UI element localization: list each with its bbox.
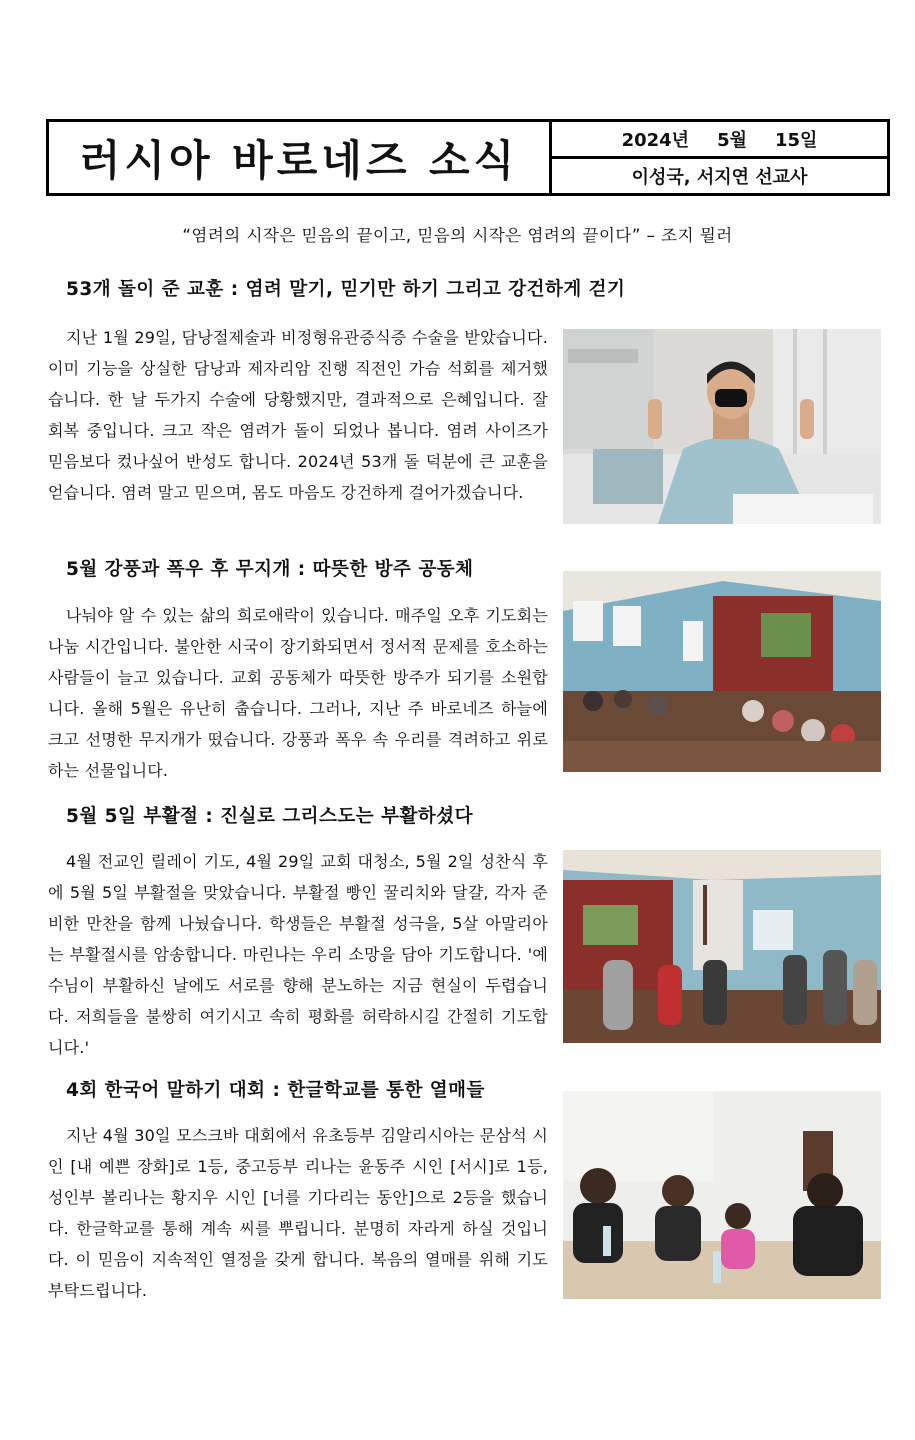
section-title: 53개 돌이 준 교훈 : 염려 말기, 믿기만 하기 그리고 강건하게 걷기: [66, 279, 626, 300]
section-paragraph: 지난 1월 29일, 담낭절제술과 비정형유관증식증 수술을 받았습니다. 이미 기능을 상실한 담낭과 제자리암 진행 직전인 가슴 석회를 제거했습니다. 한 날 두가지 수술에 당황했지만, 결과적으로 은혜입니다. 잘 회복 중입니다. 크고 작은 염려가 돌이 되었나 봅니다. 염려 사이즈가 믿음보다 컸나싶어 반성도 합니다. 2024년 53개 돌 덕분에 큰 교훈을 얻습니다. 염려 말고 믿으며, 몸도 마음도 강건하게 걸어가겠습니다.: [48, 328, 548, 502]
issue-date: [552, 122, 887, 159]
newsletter-title: 러시아 바로네즈 소식: [49, 122, 552, 193]
issue-month: 5월: [717, 130, 747, 151]
church-service-photo: [563, 571, 881, 772]
section-body: [48, 600, 548, 786]
newsletter-header: [46, 119, 890, 196]
section-title: 4회 한국어 말하기 대회 : 한글학교를 통한 열매들: [66, 1080, 485, 1101]
easter-photo: [563, 850, 881, 1043]
header-meta: [552, 122, 887, 193]
section-body: [48, 846, 548, 1063]
hospital-photo: [563, 329, 881, 524]
opening-quote: “염려의 시작은 믿음의 끝이고, 믿음의 시작은 염려의 끝이다” – 조지 뮐러: [182, 226, 733, 245]
section-body: [48, 322, 548, 508]
section-title: 5월 강풍과 폭우 후 무지개 : 따뜻한 방주 공동체: [66, 559, 474, 580]
speech-contest-photo: [563, 1091, 881, 1299]
section-paragraph: 4월 전교인 릴레이 기도, 4월 29일 교회 대청소, 5월 2일 성찬식 후에 5월 5일 부활절을 맞았습니다. 부활절 빵인 꿀리치와 달걀, 각자 준비한 만찬을 함께 나눴습니다. 학생들은 부활절 성극을, 5살 아말리아는 부활절시를 암송합니다. 마린나는 우리 소망을 담아 기도합니다. '예수님이 부활하신 날에도 서로를 향해 분노하는 지금 현실이 두렵습니다. 저희들을 불쌍히 여기시고 속히 평화를 허락하시길 간절히 기도합니다.': [48, 852, 548, 1057]
section-paragraph: 나눠야 알 수 있는 삶의 희로애락이 있습니다. 매주일 오후 기도회는 나눔 시간입니다. 불안한 시국이 장기화되면서 정서적 문제를 호소하는 사람들이 늘고 있습니다. 교회 공동체가 따뜻한 방주가 되기를 소원합니다. 올해 5월은 유난히 춥습니다. 그러나, 지난 주 바로네즈 하늘에 크고 선명한 무지개가 떴습니다. 강풍과 폭우 속 우리를 격려하고 위로하는 선물입니다.: [48, 606, 548, 780]
issue-day: 15일: [774, 130, 818, 151]
section-paragraph: 지난 4월 30일 모스크바 대회에서 유초등부 김알리시아는 문삼석 시인 [내 예쁜 장화]로 1등, 중고등부 리나는 윤동주 시인 [서시]로 1등, 성인부 볼리나는 황지우 시인 [너를 기다리는 동안]으로 2등을 했습니다. 한글학교를 통해 계속 씨를 뿌립니다. 분명히 자라게 하실 것입니다. 이 믿음이 지속적인 열정을 갖게 합니다. 복음의 열매를 위해 기도 부탁드립니다.: [48, 1126, 548, 1300]
issue-authors: 이성국, 서지연 선교사: [631, 167, 808, 188]
section-title: 5월 5일 부활절 : 진실로 그리스도는 부활하셨다: [66, 806, 473, 827]
issue-year: 2024년: [621, 130, 690, 151]
section-body: [48, 1120, 548, 1306]
